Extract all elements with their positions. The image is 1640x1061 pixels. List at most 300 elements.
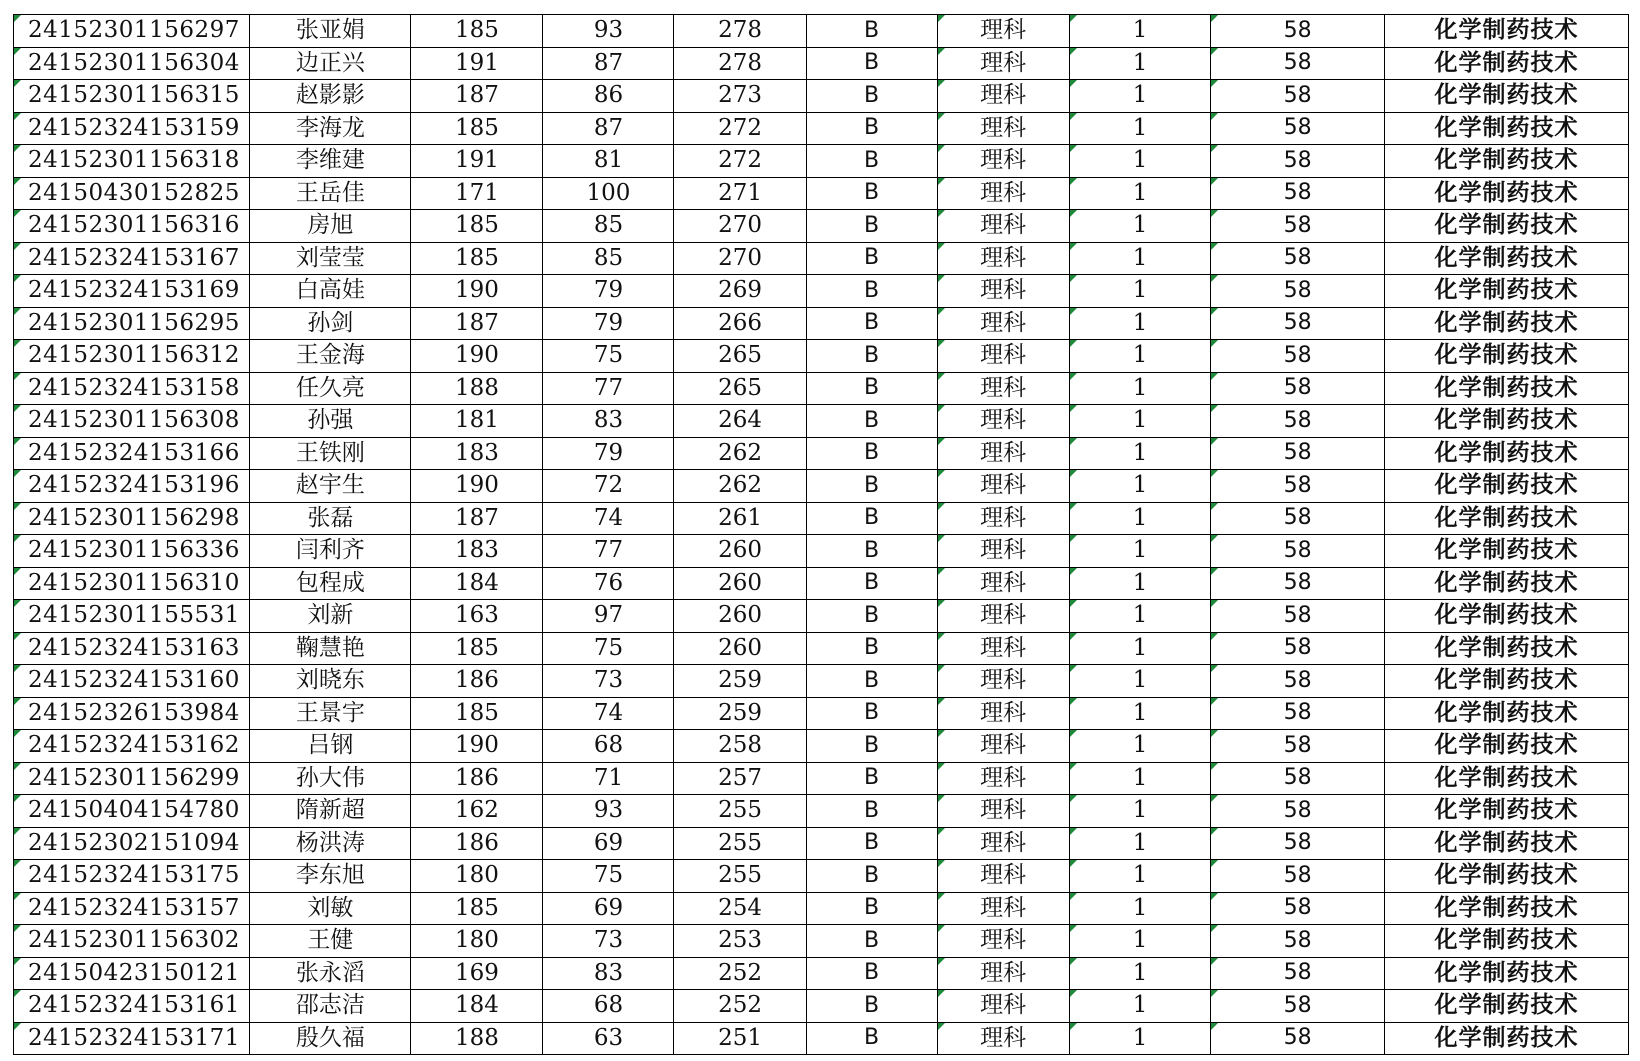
total-score-cell[interactable]: 271 <box>674 177 806 210</box>
batch-cell[interactable]: 1 <box>1069 600 1211 633</box>
total-score-cell[interactable]: 272 <box>674 145 806 178</box>
major-cell[interactable]: 化学制药技术 <box>1385 307 1629 340</box>
major-cell[interactable]: 化学制药技术 <box>1385 112 1629 145</box>
grade-cell[interactable]: B <box>806 470 937 503</box>
name-cell[interactable]: 李东旭 <box>250 860 411 893</box>
grade-cell[interactable]: B <box>806 242 937 275</box>
total-score-cell[interactable]: 265 <box>674 372 806 405</box>
grade-cell[interactable]: B <box>806 275 937 308</box>
total-score-cell[interactable]: 262 <box>674 437 806 470</box>
batch-cell[interactable]: 1 <box>1069 665 1211 698</box>
exam-id-cell[interactable]: 24152301156336 <box>14 535 250 568</box>
score-a-cell[interactable]: 180 <box>411 925 543 958</box>
grade-cell[interactable]: B <box>806 145 937 178</box>
score-b-cell[interactable]: 75 <box>543 340 674 373</box>
score-a-cell[interactable]: 186 <box>411 762 543 795</box>
exam-id-cell[interactable]: 24152324153171 <box>14 1022 250 1055</box>
major-cell[interactable]: 化学制药技术 <box>1385 177 1629 210</box>
grade-cell[interactable]: B <box>806 437 937 470</box>
score-b-cell[interactable]: 69 <box>543 892 674 925</box>
score-a-cell[interactable]: 163 <box>411 600 543 633</box>
batch-cell[interactable]: 1 <box>1069 307 1211 340</box>
score-b-cell[interactable]: 72 <box>543 470 674 503</box>
batch-cell[interactable]: 1 <box>1069 242 1211 275</box>
score-a-cell[interactable]: 190 <box>411 470 543 503</box>
total-score-cell[interactable]: 278 <box>674 15 806 48</box>
category-cell[interactable]: 理科 <box>937 145 1069 178</box>
batch-cell[interactable]: 1 <box>1069 145 1211 178</box>
exam-id-cell[interactable]: 24152324153175 <box>14 860 250 893</box>
name-cell[interactable]: 王健 <box>250 925 411 958</box>
exam-id-cell[interactable]: 24152324153162 <box>14 730 250 763</box>
total-score-cell[interactable]: 260 <box>674 535 806 568</box>
total-score-cell[interactable]: 261 <box>674 502 806 535</box>
grade-cell[interactable]: B <box>806 632 937 665</box>
name-cell[interactable]: 王金海 <box>250 340 411 373</box>
score-b-cell[interactable]: 77 <box>543 535 674 568</box>
exam-id-cell[interactable]: 24152324153169 <box>14 275 250 308</box>
major-cell[interactable]: 化学制药技术 <box>1385 242 1629 275</box>
score-a-cell[interactable]: 185 <box>411 632 543 665</box>
major-cell[interactable]: 化学制药技术 <box>1385 372 1629 405</box>
score-b-cell[interactable]: 79 <box>543 437 674 470</box>
score-a-cell[interactable]: 183 <box>411 535 543 568</box>
exam-id-cell[interactable]: 24152301156315 <box>14 80 250 113</box>
score-b-cell[interactable]: 87 <box>543 47 674 80</box>
category-cell[interactable]: 理科 <box>937 47 1069 80</box>
code-cell[interactable]: 58 <box>1211 665 1385 698</box>
exam-id-cell[interactable]: 24152301156299 <box>14 762 250 795</box>
major-cell[interactable]: 化学制药技术 <box>1385 502 1629 535</box>
category-cell[interactable]: 理科 <box>937 730 1069 763</box>
total-score-cell[interactable]: 254 <box>674 892 806 925</box>
grade-cell[interactable]: B <box>806 177 937 210</box>
exam-id-cell[interactable]: 24152324153161 <box>14 990 250 1023</box>
grade-cell[interactable]: B <box>806 860 937 893</box>
batch-cell[interactable]: 1 <box>1069 762 1211 795</box>
score-b-cell[interactable]: 83 <box>543 957 674 990</box>
score-a-cell[interactable]: 171 <box>411 177 543 210</box>
score-a-cell[interactable]: 186 <box>411 827 543 860</box>
code-cell[interactable]: 58 <box>1211 762 1385 795</box>
code-cell[interactable]: 58 <box>1211 827 1385 860</box>
code-cell[interactable]: 58 <box>1211 372 1385 405</box>
major-cell[interactable]: 化学制药技术 <box>1385 665 1629 698</box>
category-cell[interactable]: 理科 <box>937 112 1069 145</box>
score-b-cell[interactable]: 93 <box>543 15 674 48</box>
major-cell[interactable]: 化学制药技术 <box>1385 957 1629 990</box>
code-cell[interactable]: 58 <box>1211 242 1385 275</box>
score-a-cell[interactable]: 185 <box>411 697 543 730</box>
name-cell[interactable]: 赵宇生 <box>250 470 411 503</box>
code-cell[interactable]: 58 <box>1211 307 1385 340</box>
code-cell[interactable]: 58 <box>1211 892 1385 925</box>
total-score-cell[interactable]: 252 <box>674 957 806 990</box>
name-cell[interactable]: 白高娃 <box>250 275 411 308</box>
code-cell[interactable]: 58 <box>1211 470 1385 503</box>
code-cell[interactable]: 58 <box>1211 600 1385 633</box>
exam-id-cell[interactable]: 24152326153984 <box>14 697 250 730</box>
category-cell[interactable]: 理科 <box>937 242 1069 275</box>
score-b-cell[interactable]: 75 <box>543 860 674 893</box>
exam-id-cell[interactable]: 24152301156312 <box>14 340 250 373</box>
name-cell[interactable]: 孙剑 <box>250 307 411 340</box>
major-cell[interactable]: 化学制药技术 <box>1385 697 1629 730</box>
batch-cell[interactable]: 1 <box>1069 957 1211 990</box>
total-score-cell[interactable]: 259 <box>674 665 806 698</box>
major-cell[interactable]: 化学制药技术 <box>1385 600 1629 633</box>
name-cell[interactable]: 闫利齐 <box>250 535 411 568</box>
exam-id-cell[interactable]: 24152301156298 <box>14 502 250 535</box>
batch-cell[interactable]: 1 <box>1069 502 1211 535</box>
exam-id-cell[interactable]: 24152324153158 <box>14 372 250 405</box>
name-cell[interactable]: 赵影影 <box>250 80 411 113</box>
batch-cell[interactable]: 1 <box>1069 535 1211 568</box>
score-a-cell[interactable]: 190 <box>411 730 543 763</box>
name-cell[interactable]: 刘新 <box>250 600 411 633</box>
major-cell[interactable]: 化学制药技术 <box>1385 275 1629 308</box>
category-cell[interactable]: 理科 <box>937 177 1069 210</box>
total-score-cell[interactable]: 273 <box>674 80 806 113</box>
total-score-cell[interactable]: 255 <box>674 795 806 828</box>
batch-cell[interactable]: 1 <box>1069 795 1211 828</box>
grade-cell[interactable]: B <box>806 795 937 828</box>
name-cell[interactable]: 邵志洁 <box>250 990 411 1023</box>
name-cell[interactable]: 吕钢 <box>250 730 411 763</box>
name-cell[interactable]: 王岳佳 <box>250 177 411 210</box>
code-cell[interactable]: 58 <box>1211 15 1385 48</box>
total-score-cell[interactable]: 266 <box>674 307 806 340</box>
batch-cell[interactable]: 1 <box>1069 860 1211 893</box>
category-cell[interactable]: 理科 <box>937 470 1069 503</box>
score-a-cell[interactable]: 185 <box>411 242 543 275</box>
major-cell[interactable]: 化学制药技术 <box>1385 730 1629 763</box>
batch-cell[interactable]: 1 <box>1069 990 1211 1023</box>
score-b-cell[interactable]: 85 <box>543 210 674 243</box>
code-cell[interactable]: 58 <box>1211 730 1385 763</box>
score-b-cell[interactable]: 76 <box>543 567 674 600</box>
grade-cell[interactable]: B <box>806 210 937 243</box>
category-cell[interactable]: 理科 <box>937 567 1069 600</box>
exam-id-cell[interactable]: 24150430152825 <box>14 177 250 210</box>
category-cell[interactable]: 理科 <box>937 795 1069 828</box>
score-b-cell[interactable]: 74 <box>543 502 674 535</box>
score-b-cell[interactable]: 68 <box>543 990 674 1023</box>
grade-cell[interactable]: B <box>806 665 937 698</box>
grade-cell[interactable]: B <box>806 1022 937 1055</box>
grade-cell[interactable]: B <box>806 372 937 405</box>
score-b-cell[interactable]: 73 <box>543 925 674 958</box>
score-b-cell[interactable]: 100 <box>543 177 674 210</box>
grade-cell[interactable]: B <box>806 340 937 373</box>
major-cell[interactable]: 化学制药技术 <box>1385 567 1629 600</box>
code-cell[interactable]: 58 <box>1211 47 1385 80</box>
batch-cell[interactable]: 1 <box>1069 827 1211 860</box>
score-a-cell[interactable]: 184 <box>411 990 543 1023</box>
score-b-cell[interactable]: 68 <box>543 730 674 763</box>
score-a-cell[interactable]: 191 <box>411 47 543 80</box>
code-cell[interactable]: 58 <box>1211 340 1385 373</box>
name-cell[interactable]: 李海龙 <box>250 112 411 145</box>
score-a-cell[interactable]: 184 <box>411 567 543 600</box>
category-cell[interactable]: 理科 <box>937 762 1069 795</box>
score-a-cell[interactable]: 190 <box>411 275 543 308</box>
total-score-cell[interactable]: 259 <box>674 697 806 730</box>
total-score-cell[interactable]: 265 <box>674 340 806 373</box>
score-b-cell[interactable]: 69 <box>543 827 674 860</box>
grade-cell[interactable]: B <box>806 307 937 340</box>
score-b-cell[interactable]: 86 <box>543 80 674 113</box>
batch-cell[interactable]: 1 <box>1069 372 1211 405</box>
name-cell[interactable]: 殷久福 <box>250 1022 411 1055</box>
batch-cell[interactable]: 1 <box>1069 405 1211 438</box>
total-score-cell[interactable]: 260 <box>674 600 806 633</box>
category-cell[interactable]: 理科 <box>937 925 1069 958</box>
category-cell[interactable]: 理科 <box>937 15 1069 48</box>
grade-cell[interactable]: B <box>806 567 937 600</box>
exam-id-cell[interactable]: 24152301155531 <box>14 600 250 633</box>
batch-cell[interactable]: 1 <box>1069 697 1211 730</box>
score-b-cell[interactable]: 79 <box>543 275 674 308</box>
grade-cell[interactable]: B <box>806 112 937 145</box>
name-cell[interactable]: 王景宇 <box>250 697 411 730</box>
code-cell[interactable]: 58 <box>1211 145 1385 178</box>
code-cell[interactable]: 58 <box>1211 437 1385 470</box>
category-cell[interactable]: 理科 <box>937 535 1069 568</box>
major-cell[interactable]: 化学制药技术 <box>1385 827 1629 860</box>
grade-cell[interactable]: B <box>806 600 937 633</box>
total-score-cell[interactable]: 253 <box>674 925 806 958</box>
major-cell[interactable]: 化学制药技术 <box>1385 437 1629 470</box>
category-cell[interactable]: 理科 <box>937 80 1069 113</box>
exam-id-cell[interactable]: 24150404154780 <box>14 795 250 828</box>
category-cell[interactable]: 理科 <box>937 860 1069 893</box>
grade-cell[interactable]: B <box>806 405 937 438</box>
total-score-cell[interactable]: 270 <box>674 242 806 275</box>
batch-cell[interactable]: 1 <box>1069 210 1211 243</box>
exam-id-cell[interactable]: 24152301156318 <box>14 145 250 178</box>
score-a-cell[interactable]: 183 <box>411 437 543 470</box>
category-cell[interactable]: 理科 <box>937 990 1069 1023</box>
score-b-cell[interactable]: 83 <box>543 405 674 438</box>
score-a-cell[interactable]: 186 <box>411 665 543 698</box>
score-a-cell[interactable]: 185 <box>411 892 543 925</box>
grade-cell[interactable]: B <box>806 697 937 730</box>
grade-cell[interactable]: B <box>806 762 937 795</box>
score-a-cell[interactable]: 169 <box>411 957 543 990</box>
code-cell[interactable]: 58 <box>1211 1022 1385 1055</box>
major-cell[interactable]: 化学制药技术 <box>1385 210 1629 243</box>
code-cell[interactable]: 58 <box>1211 405 1385 438</box>
major-cell[interactable]: 化学制药技术 <box>1385 860 1629 893</box>
major-cell[interactable]: 化学制药技术 <box>1385 405 1629 438</box>
score-a-cell[interactable]: 181 <box>411 405 543 438</box>
category-cell[interactable]: 理科 <box>937 340 1069 373</box>
score-a-cell[interactable]: 187 <box>411 502 543 535</box>
total-score-cell[interactable]: 260 <box>674 632 806 665</box>
total-score-cell[interactable]: 269 <box>674 275 806 308</box>
category-cell[interactable]: 理科 <box>937 275 1069 308</box>
exam-id-cell[interactable]: 24152301156304 <box>14 47 250 80</box>
score-a-cell[interactable]: 187 <box>411 80 543 113</box>
batch-cell[interactable]: 1 <box>1069 892 1211 925</box>
code-cell[interactable]: 58 <box>1211 177 1385 210</box>
category-cell[interactable]: 理科 <box>937 502 1069 535</box>
batch-cell[interactable]: 1 <box>1069 437 1211 470</box>
total-score-cell[interactable]: 251 <box>674 1022 806 1055</box>
code-cell[interactable]: 58 <box>1211 990 1385 1023</box>
exam-id-cell[interactable]: 24152324153157 <box>14 892 250 925</box>
grade-cell[interactable]: B <box>806 47 937 80</box>
exam-id-cell[interactable]: 24152301156297 <box>14 15 250 48</box>
category-cell[interactable]: 理科 <box>937 600 1069 633</box>
total-score-cell[interactable]: 257 <box>674 762 806 795</box>
grade-cell[interactable]: B <box>806 15 937 48</box>
score-a-cell[interactable]: 188 <box>411 1022 543 1055</box>
major-cell[interactable]: 化学制药技术 <box>1385 925 1629 958</box>
score-b-cell[interactable]: 81 <box>543 145 674 178</box>
batch-cell[interactable]: 1 <box>1069 1022 1211 1055</box>
grade-cell[interactable]: B <box>806 827 937 860</box>
category-cell[interactable]: 理科 <box>937 632 1069 665</box>
exam-id-cell[interactable]: 24152324153196 <box>14 470 250 503</box>
score-b-cell[interactable]: 77 <box>543 372 674 405</box>
exam-id-cell[interactable]: 24152301156308 <box>14 405 250 438</box>
batch-cell[interactable]: 1 <box>1069 567 1211 600</box>
category-cell[interactable]: 理科 <box>937 827 1069 860</box>
batch-cell[interactable]: 1 <box>1069 47 1211 80</box>
major-cell[interactable]: 化学制药技术 <box>1385 632 1629 665</box>
name-cell[interactable]: 王铁刚 <box>250 437 411 470</box>
score-a-cell[interactable]: 185 <box>411 112 543 145</box>
score-a-cell[interactable]: 185 <box>411 210 543 243</box>
score-a-cell[interactable]: 180 <box>411 860 543 893</box>
major-cell[interactable]: 化学制药技术 <box>1385 762 1629 795</box>
name-cell[interactable]: 鞠慧艳 <box>250 632 411 665</box>
score-a-cell[interactable]: 187 <box>411 307 543 340</box>
batch-cell[interactable]: 1 <box>1069 275 1211 308</box>
exam-id-cell[interactable]: 24152301156310 <box>14 567 250 600</box>
grade-cell[interactable]: B <box>806 990 937 1023</box>
total-score-cell[interactable]: 264 <box>674 405 806 438</box>
name-cell[interactable]: 隋新超 <box>250 795 411 828</box>
exam-id-cell[interactable]: 24152324153163 <box>14 632 250 665</box>
score-a-cell[interactable]: 188 <box>411 372 543 405</box>
score-a-cell[interactable]: 162 <box>411 795 543 828</box>
name-cell[interactable]: 包程成 <box>250 567 411 600</box>
major-cell[interactable]: 化学制药技术 <box>1385 47 1629 80</box>
total-score-cell[interactable]: 255 <box>674 827 806 860</box>
total-score-cell[interactable]: 278 <box>674 47 806 80</box>
name-cell[interactable]: 孙强 <box>250 405 411 438</box>
score-b-cell[interactable]: 85 <box>543 242 674 275</box>
code-cell[interactable]: 58 <box>1211 795 1385 828</box>
name-cell[interactable]: 刘晓东 <box>250 665 411 698</box>
score-b-cell[interactable]: 73 <box>543 665 674 698</box>
exam-id-cell[interactable]: 24152324153166 <box>14 437 250 470</box>
category-cell[interactable]: 理科 <box>937 307 1069 340</box>
score-b-cell[interactable]: 63 <box>543 1022 674 1055</box>
total-score-cell[interactable]: 270 <box>674 210 806 243</box>
batch-cell[interactable]: 1 <box>1069 15 1211 48</box>
score-b-cell[interactable]: 93 <box>543 795 674 828</box>
code-cell[interactable]: 58 <box>1211 860 1385 893</box>
exam-id-cell[interactable]: 24152301156302 <box>14 925 250 958</box>
score-a-cell[interactable]: 185 <box>411 15 543 48</box>
category-cell[interactable]: 理科 <box>937 1022 1069 1055</box>
name-cell[interactable]: 张亚娟 <box>250 15 411 48</box>
category-cell[interactable]: 理科 <box>937 697 1069 730</box>
major-cell[interactable]: 化学制药技术 <box>1385 340 1629 373</box>
batch-cell[interactable]: 1 <box>1069 632 1211 665</box>
exam-id-cell[interactable]: 24152301156316 <box>14 210 250 243</box>
name-cell[interactable]: 房旭 <box>250 210 411 243</box>
batch-cell[interactable]: 1 <box>1069 80 1211 113</box>
major-cell[interactable]: 化学制药技术 <box>1385 470 1629 503</box>
major-cell[interactable]: 化学制药技术 <box>1385 15 1629 48</box>
code-cell[interactable]: 58 <box>1211 567 1385 600</box>
category-cell[interactable]: 理科 <box>937 210 1069 243</box>
grade-cell[interactable]: B <box>806 80 937 113</box>
code-cell[interactable]: 58 <box>1211 925 1385 958</box>
name-cell[interactable]: 李维建 <box>250 145 411 178</box>
code-cell[interactable]: 58 <box>1211 112 1385 145</box>
major-cell[interactable]: 化学制药技术 <box>1385 535 1629 568</box>
grade-cell[interactable]: B <box>806 957 937 990</box>
total-score-cell[interactable]: 258 <box>674 730 806 763</box>
major-cell[interactable]: 化学制药技术 <box>1385 1022 1629 1055</box>
code-cell[interactable]: 58 <box>1211 957 1385 990</box>
batch-cell[interactable]: 1 <box>1069 730 1211 763</box>
batch-cell[interactable]: 1 <box>1069 470 1211 503</box>
grade-cell[interactable]: B <box>806 892 937 925</box>
category-cell[interactable]: 理科 <box>937 437 1069 470</box>
major-cell[interactable]: 化学制药技术 <box>1385 80 1629 113</box>
name-cell[interactable]: 刘莹莹 <box>250 242 411 275</box>
score-b-cell[interactable]: 75 <box>543 632 674 665</box>
code-cell[interactable]: 58 <box>1211 210 1385 243</box>
score-a-cell[interactable]: 191 <box>411 145 543 178</box>
name-cell[interactable]: 任久亮 <box>250 372 411 405</box>
total-score-cell[interactable]: 272 <box>674 112 806 145</box>
code-cell[interactable]: 58 <box>1211 697 1385 730</box>
score-b-cell[interactable]: 87 <box>543 112 674 145</box>
name-cell[interactable]: 杨洪涛 <box>250 827 411 860</box>
name-cell[interactable]: 张磊 <box>250 502 411 535</box>
code-cell[interactable]: 58 <box>1211 535 1385 568</box>
major-cell[interactable]: 化学制药技术 <box>1385 892 1629 925</box>
category-cell[interactable]: 理科 <box>937 665 1069 698</box>
batch-cell[interactable]: 1 <box>1069 177 1211 210</box>
score-b-cell[interactable]: 79 <box>543 307 674 340</box>
code-cell[interactable]: 58 <box>1211 80 1385 113</box>
code-cell[interactable]: 58 <box>1211 502 1385 535</box>
name-cell[interactable]: 孙大伟 <box>250 762 411 795</box>
exam-id-cell[interactable]: 24152324153160 <box>14 665 250 698</box>
score-b-cell[interactable]: 74 <box>543 697 674 730</box>
grade-cell[interactable]: B <box>806 502 937 535</box>
exam-id-cell[interactable]: 24152324153167 <box>14 242 250 275</box>
score-b-cell[interactable]: 71 <box>543 762 674 795</box>
name-cell[interactable]: 刘敏 <box>250 892 411 925</box>
category-cell[interactable]: 理科 <box>937 892 1069 925</box>
score-a-cell[interactable]: 190 <box>411 340 543 373</box>
total-score-cell[interactable]: 262 <box>674 470 806 503</box>
major-cell[interactable]: 化学制药技术 <box>1385 145 1629 178</box>
total-score-cell[interactable]: 252 <box>674 990 806 1023</box>
exam-id-cell[interactable]: 24152302151094 <box>14 827 250 860</box>
category-cell[interactable]: 理科 <box>937 405 1069 438</box>
